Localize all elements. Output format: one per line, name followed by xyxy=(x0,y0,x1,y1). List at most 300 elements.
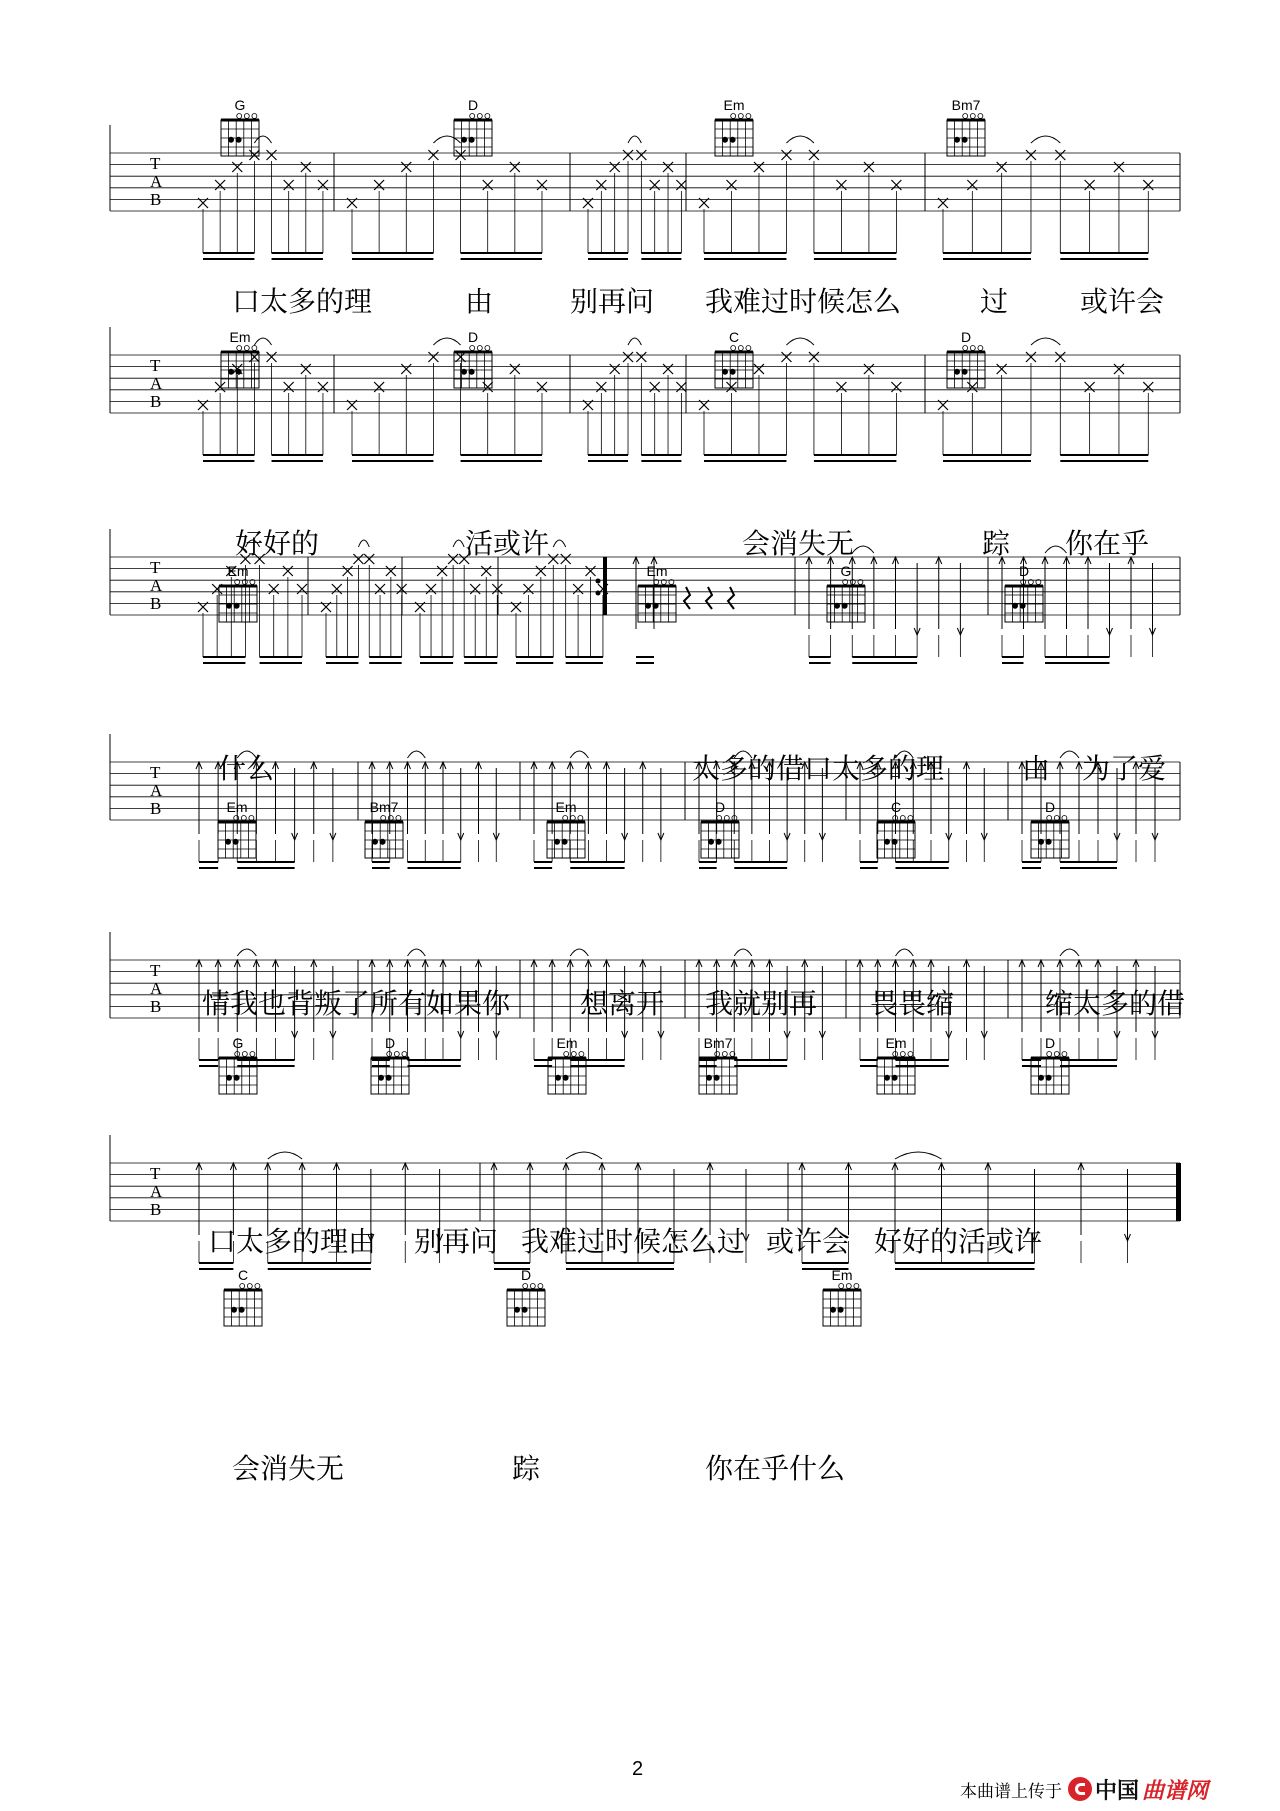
lyric-segment: 你在乎 xyxy=(1065,527,1150,560)
tab-x-note xyxy=(967,180,977,190)
tie-arc xyxy=(433,338,460,345)
tab-x-note xyxy=(1055,352,1065,362)
open-string-mark xyxy=(252,346,257,351)
lyric-segment: 为了爱 xyxy=(1082,752,1167,785)
tab-x-note xyxy=(283,566,293,576)
repeat-dot xyxy=(596,579,601,584)
open-string-mark xyxy=(523,1284,528,1289)
tab-x-note xyxy=(726,180,736,190)
tie-arc xyxy=(895,1152,942,1159)
site-logo[interactable] xyxy=(1068,1774,1208,1805)
tab-x-note xyxy=(510,364,520,374)
finger-dot xyxy=(239,1307,245,1313)
finger-dot xyxy=(522,1307,528,1313)
open-string-mark xyxy=(846,1284,851,1289)
open-string-mark xyxy=(394,1052,399,1057)
tie-arc xyxy=(1060,949,1079,956)
tab-x-note xyxy=(301,364,311,374)
final-bar xyxy=(1176,1163,1181,1221)
finger-dot xyxy=(716,839,722,845)
tab-x-note xyxy=(610,162,620,172)
tab-x-note xyxy=(891,180,901,190)
open-string-mark xyxy=(242,1052,247,1057)
tab-x-note xyxy=(1114,364,1124,374)
tab-letter-t: T xyxy=(150,1164,161,1183)
open-string-mark xyxy=(746,114,751,119)
lyric-segment: 会消失无 xyxy=(742,527,855,560)
finger-dot xyxy=(653,603,659,609)
tab-letter-t: T xyxy=(150,763,161,782)
chord-name: D xyxy=(1044,1035,1056,1051)
tab-x-note xyxy=(510,162,520,172)
tab-x-note xyxy=(375,584,385,594)
chord-name: D xyxy=(467,329,479,345)
tab-x-note xyxy=(754,364,764,374)
chord-name: Em xyxy=(646,563,668,579)
lyric-segment: 过 xyxy=(980,285,1009,318)
tab-x-note xyxy=(586,566,596,576)
lyric-segment: 或许会 xyxy=(766,1225,851,1258)
tab-x-note xyxy=(284,180,294,190)
finger-dot xyxy=(722,369,728,375)
open-string-mark xyxy=(839,1284,844,1289)
tab-x-note xyxy=(623,352,633,362)
chord-diagram-bm7 xyxy=(947,114,985,157)
footer xyxy=(960,1774,1208,1804)
open-string-mark xyxy=(485,346,490,351)
chord-diagram-d xyxy=(1031,816,1069,859)
finger-dot xyxy=(730,369,736,375)
tab-x-note xyxy=(481,566,491,576)
tie-arc xyxy=(408,751,426,758)
finger-dot xyxy=(563,1075,569,1081)
chord-name: Bm7 xyxy=(703,1035,733,1051)
tab-x-note xyxy=(623,150,633,160)
chord-name: Em xyxy=(555,799,577,815)
tab-x-note xyxy=(374,382,384,392)
tab-x-note xyxy=(318,180,328,190)
lyric-segment: 想离开 xyxy=(580,987,665,1020)
finger-dot xyxy=(236,369,242,375)
tab-x-note xyxy=(636,150,646,160)
open-string-mark xyxy=(485,114,490,119)
tab-letter-b: B xyxy=(150,997,162,1016)
chord-diagram-em xyxy=(638,580,676,623)
lyric-segment: 别再问 xyxy=(414,1225,499,1258)
tab-x-note xyxy=(596,382,606,392)
finger-dot xyxy=(706,1075,712,1081)
chord-name: Em xyxy=(723,97,745,113)
tab-x-note xyxy=(456,150,466,160)
tab-x-note xyxy=(215,382,225,392)
lyric-segment: 畏畏缩 xyxy=(870,987,955,1020)
tab-x-note xyxy=(676,382,686,392)
tie-arc xyxy=(1045,546,1067,553)
tab-x-note xyxy=(523,584,533,594)
tab-x-note xyxy=(836,382,846,392)
rest xyxy=(728,587,734,609)
tab-letter-b: B xyxy=(150,594,162,613)
finger-dot xyxy=(469,369,475,375)
open-string-mark xyxy=(237,346,242,351)
chord-name: G xyxy=(840,563,852,579)
tab-x-note xyxy=(650,180,660,190)
tie-arc xyxy=(896,949,914,956)
finger-dot xyxy=(226,603,232,609)
open-string-mark xyxy=(244,346,249,351)
open-string-mark xyxy=(715,1052,720,1057)
chord-diagram-em xyxy=(823,1284,861,1327)
finger-dot xyxy=(892,839,898,845)
chord-name: D xyxy=(520,1267,532,1283)
tab-x-note xyxy=(374,180,384,190)
chord-diagram-g xyxy=(219,1052,257,1095)
open-string-mark xyxy=(255,1284,260,1289)
tab-x-note xyxy=(573,584,583,594)
finger-dot xyxy=(1038,1075,1044,1081)
chord-diagram-bm7 xyxy=(365,816,403,859)
open-string-mark xyxy=(900,1052,905,1057)
tab-x-note xyxy=(809,150,819,160)
tab-system-2 xyxy=(110,327,1180,461)
tie-arc xyxy=(358,540,369,547)
chord-diagram-bm7 xyxy=(699,1052,737,1095)
finger-dot xyxy=(555,1075,561,1081)
chord-diagram-d xyxy=(454,114,492,157)
lyric-segment: 你在乎什么 xyxy=(705,1452,846,1485)
tie-arc xyxy=(433,136,460,143)
tab-x-note xyxy=(809,352,819,362)
tab-x-note xyxy=(536,566,546,576)
chord-name: Em xyxy=(229,329,251,345)
tab-x-note xyxy=(297,584,307,594)
page-number: 2 xyxy=(632,1758,644,1780)
tab-x-note xyxy=(1114,162,1124,172)
finger-dot xyxy=(1046,839,1052,845)
lyric-segment: 我难过时候怎么 xyxy=(705,285,902,318)
tab-x-note xyxy=(610,364,620,374)
footer-text: 本曲谱上传于 xyxy=(960,1781,1062,1802)
chord-name: C xyxy=(237,1267,249,1283)
finger-dot xyxy=(380,839,386,845)
finger-dot xyxy=(469,137,475,143)
tab-x-note xyxy=(364,554,374,564)
tab-x-note xyxy=(426,584,436,594)
open-string-mark xyxy=(387,1052,392,1057)
tab-x-note xyxy=(636,352,646,362)
tab-x-note xyxy=(548,554,558,564)
tab-letter-b: B xyxy=(150,190,162,209)
tab-x-note xyxy=(997,364,1007,374)
tab-letter-t: T xyxy=(150,961,161,980)
open-string-mark xyxy=(731,114,736,119)
lyric-segment: 踪 xyxy=(982,527,1011,560)
chord-name: D xyxy=(1044,799,1056,815)
tie-arc xyxy=(852,546,874,553)
tab-x-note xyxy=(1143,382,1153,392)
finger-dot xyxy=(228,369,234,375)
lyric-segment: 我难过时候怎么过 xyxy=(521,1225,746,1258)
chord-name: Em xyxy=(556,1035,578,1051)
finger-dot xyxy=(714,1075,720,1081)
lyric-segment: 口太多的理 xyxy=(232,285,373,318)
finger-dot xyxy=(645,603,651,609)
open-string-mark xyxy=(244,114,249,119)
finger-dot xyxy=(228,137,234,143)
open-string-mark xyxy=(470,114,475,119)
tie-arc xyxy=(1031,136,1060,143)
finger-dot xyxy=(514,1307,520,1313)
tab-x-note xyxy=(891,382,901,392)
tie-arc xyxy=(268,1152,302,1159)
open-string-mark xyxy=(250,1052,255,1057)
chord-name: Em xyxy=(226,799,248,815)
tab-x-note xyxy=(428,150,438,160)
tie-arc xyxy=(628,136,641,143)
chord-name: D xyxy=(1018,563,1030,579)
lyric-segment: 口太多的理由 xyxy=(208,1225,377,1258)
lyric-segment: 什么 xyxy=(218,752,275,785)
lyric-segment: 好好的活或许 xyxy=(874,1225,1043,1258)
tab-x-note xyxy=(267,352,277,362)
logo-icon xyxy=(1068,1777,1092,1801)
tab-letter-b: B xyxy=(150,1200,162,1219)
chord-diagram-em xyxy=(219,580,257,623)
open-string-mark xyxy=(470,346,475,351)
open-string-mark xyxy=(1047,1052,1052,1057)
chord-diagram-d xyxy=(507,1284,545,1327)
chord-name: C xyxy=(728,329,740,345)
tab-x-note xyxy=(437,566,447,576)
chord-diagram-d xyxy=(371,1052,409,1095)
finger-dot xyxy=(554,839,560,845)
tab-x-note xyxy=(836,180,846,190)
logo-text-a: 中国 xyxy=(1095,1778,1140,1804)
open-string-mark xyxy=(978,114,983,119)
lyric-segment: 或许会 xyxy=(1080,285,1165,318)
chord-name: G xyxy=(234,97,246,113)
tab-x-note xyxy=(332,584,342,594)
tie-arc xyxy=(1031,338,1060,345)
lyric-segment: 缩太多的借 xyxy=(1045,987,1186,1020)
tab-x-note xyxy=(428,352,438,362)
chord-name: Em xyxy=(885,1035,907,1051)
chord-name: G xyxy=(232,1035,244,1051)
finger-dot xyxy=(562,839,568,845)
tab-letter-t: T xyxy=(150,558,161,577)
lyric-segment: 别再问 xyxy=(570,285,655,318)
finger-dot xyxy=(386,1075,392,1081)
lyric-segment: 踪 xyxy=(512,1452,541,1485)
open-string-mark xyxy=(247,1284,252,1289)
chord-diagram-g xyxy=(221,114,259,157)
finger-dot xyxy=(830,1307,836,1313)
tab-x-note xyxy=(781,352,791,362)
logo-text-b: 曲谱网 xyxy=(1142,1778,1209,1804)
chord-diagram-em xyxy=(547,816,585,859)
open-string-mark xyxy=(1054,1052,1059,1057)
finger-dot xyxy=(233,839,239,845)
tab-x-note xyxy=(663,364,673,374)
chord-diagram-c xyxy=(224,1284,262,1327)
finger-dot xyxy=(1038,839,1044,845)
finger-dot xyxy=(378,1075,384,1081)
tab-x-note xyxy=(1026,352,1036,362)
finger-dot xyxy=(234,603,240,609)
lyric-segment: 我就别再 xyxy=(705,987,818,1020)
open-string-mark xyxy=(402,1052,407,1057)
tab-letter-t: T xyxy=(150,356,161,375)
tab-x-note xyxy=(1143,180,1153,190)
open-string-mark xyxy=(854,1284,859,1289)
tab-x-note xyxy=(401,162,411,172)
finger-dot xyxy=(236,137,242,143)
tab-x-note xyxy=(864,162,874,172)
tab-letter-a: A xyxy=(150,576,163,595)
tab-x-note xyxy=(448,554,458,564)
open-string-mark xyxy=(738,114,743,119)
chord-name: C xyxy=(890,799,902,815)
tie-arc xyxy=(786,338,813,345)
finger-dot xyxy=(962,137,968,143)
tie-arc xyxy=(237,949,256,956)
finger-dot xyxy=(730,137,736,143)
chord-diagram-em xyxy=(548,1052,586,1095)
finger-dot xyxy=(708,839,714,845)
open-string-mark xyxy=(970,346,975,351)
finger-dot xyxy=(884,839,890,845)
open-string-mark xyxy=(908,1052,913,1057)
tab-letter-a: A xyxy=(150,979,163,998)
chord-name: Bm7 xyxy=(369,799,399,815)
chord-diagram-d xyxy=(701,816,739,859)
tie-arc xyxy=(254,136,271,143)
lyric-segment: 活或许 xyxy=(465,527,550,560)
finger-dot xyxy=(461,137,467,143)
tie-arc xyxy=(566,1152,602,1159)
tab-x-note xyxy=(249,150,259,160)
tie-arc xyxy=(570,751,588,758)
chord-diagram-g xyxy=(827,580,865,623)
chord-diagram-em xyxy=(715,114,753,157)
tie-arc xyxy=(786,136,813,143)
lyric-segment: 会消失无 xyxy=(232,1452,345,1485)
tab-x-note xyxy=(301,162,311,172)
open-string-mark xyxy=(746,346,751,351)
finger-dot xyxy=(954,369,960,375)
chord-name: D xyxy=(467,97,479,113)
open-string-mark xyxy=(978,346,983,351)
rest xyxy=(684,587,690,609)
tab-letter-a: A xyxy=(150,781,163,800)
tab-x-note xyxy=(492,584,502,594)
chord-name: D xyxy=(384,1035,396,1051)
open-string-mark xyxy=(738,346,743,351)
open-string-mark xyxy=(970,114,975,119)
tab-x-note xyxy=(284,382,294,392)
tab-letter-b: B xyxy=(150,392,162,411)
finger-dot xyxy=(834,603,840,609)
finger-dot xyxy=(372,839,378,845)
open-string-mark xyxy=(237,114,242,119)
finger-dot xyxy=(225,839,231,845)
tab-x-note xyxy=(726,382,736,392)
tab-x-note xyxy=(596,180,606,190)
tab-letter-a: A xyxy=(150,172,163,191)
finger-dot xyxy=(461,369,467,375)
tie-arc xyxy=(553,540,565,547)
finger-dot xyxy=(954,137,960,143)
finger-dot xyxy=(838,1307,844,1313)
lyric-segment: 由 xyxy=(465,285,494,318)
open-string-mark xyxy=(477,114,482,119)
tab-x-note xyxy=(537,382,547,392)
chord-name: D xyxy=(960,329,972,345)
open-string-mark xyxy=(571,1052,576,1057)
tab-letter-a: A xyxy=(150,374,163,393)
tie-arc xyxy=(1060,751,1079,758)
tab-x-note xyxy=(1085,382,1095,392)
open-string-mark xyxy=(963,114,968,119)
tab-x-note xyxy=(470,584,480,594)
tie-arc xyxy=(453,540,464,547)
finger-dot xyxy=(722,137,728,143)
open-string-mark xyxy=(240,1284,245,1289)
finger-dot xyxy=(1012,603,1018,609)
tie-arc xyxy=(628,338,641,345)
tab-x-note xyxy=(386,566,396,576)
tab-x-note xyxy=(997,162,1007,172)
tab-x-note xyxy=(754,162,764,172)
finger-dot xyxy=(962,369,968,375)
tab-x-note xyxy=(967,382,977,392)
tab-x-note xyxy=(537,180,547,190)
tab-letter-t: T xyxy=(150,154,161,173)
chord-name: Em xyxy=(831,1267,853,1283)
lyric-segment: 好好的 xyxy=(235,527,320,560)
finger-dot xyxy=(226,1075,232,1081)
chord-diagram-em xyxy=(877,1052,915,1095)
tab-x-note xyxy=(483,180,493,190)
open-string-mark xyxy=(252,114,257,119)
tab-x-note xyxy=(676,180,686,190)
finger-dot xyxy=(231,1307,237,1313)
chord-diagram-c xyxy=(877,816,915,859)
open-string-mark xyxy=(564,1052,569,1057)
tab-system-1 xyxy=(110,114,1180,260)
tab-x-note xyxy=(343,566,353,576)
lyric-segment: 由 xyxy=(1022,752,1051,785)
tab-x-note xyxy=(232,162,242,172)
finger-dot xyxy=(884,1075,890,1081)
tie-arc xyxy=(254,338,271,345)
open-string-mark xyxy=(538,1284,543,1289)
open-string-mark xyxy=(1062,1052,1067,1057)
tab-x-note xyxy=(215,180,225,190)
finger-dot xyxy=(1046,1075,1052,1081)
finger-dot xyxy=(1020,603,1026,609)
open-string-mark xyxy=(530,1284,535,1289)
tab-x-note xyxy=(1026,150,1036,160)
tab-x-note xyxy=(781,150,791,160)
open-string-mark xyxy=(579,1052,584,1057)
tab-x-note xyxy=(663,162,673,172)
chord-diagram-d xyxy=(1031,1052,1069,1095)
tab-x-note xyxy=(864,364,874,374)
tab-letter-b: B xyxy=(150,799,162,818)
open-string-mark xyxy=(722,1052,727,1057)
repeat-bar xyxy=(603,557,607,615)
